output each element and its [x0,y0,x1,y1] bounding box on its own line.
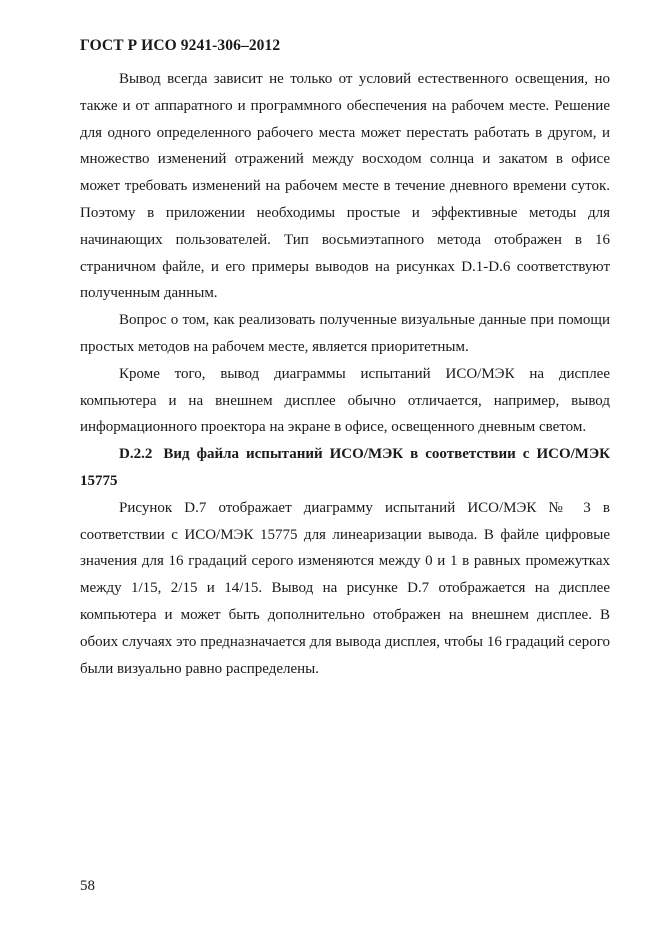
document-header: ГОСТ Р ИСО 9241-306–2012 [80,37,281,54]
document-body [80,66,610,682]
paragraph-figure-d7: Рисунок D.7 отображает диаграмму испытаний ИСО/МЭК № 3 в соответствии с ИСО/МЭК 15775 для линеаризации вывода. В файле цифровые значения для 16 градаций серого изменяются между 0 и 1 в равных промежутках между 1/15, 2/15 и 14/15. Вывод на рисунке D.7 отображается на дисплее компьютера и может быть дополнительно отображен на внешнем дисплее. В обоих случаях это предназначается для вывода дисплея, чтобы 16 градаций серого были визуально равно распределены. [80,499,610,677]
paragraph-display-difference: Кроме того, вывод диаграммы испытаний ИСО/МЭК на дисплее компьютера и на внешнем дисплее обычно отличается, например, вывод информационного проектора на экране в офисе, освещенного дневным светом. [80,365,610,436]
section-number: D.2.2 [119,446,153,463]
paragraph-implementation-question: Вопрос о том, как реализовать полученные визуальные данные при помощи простых методов на рабочем месте, является приоритетным. [80,312,610,355]
section-heading [80,441,610,495]
paragraph-output-conditions: Вывод всегда зависит не только от условий естественного освещения, но также и от аппаратного и программного обеспечения на рабочем месте. Решение для одного определенного рабочего места может перестать работать в другом, и множество изменений отражений между восходом солнца и закатом в офисе может требовать изменений на рабочем месте в течение дневного времени суток. Поэтому в приложении необходимы простые и эффективные методы для начинающих пользователей. Тип восьмиэтапного метода отображен в 16 страничном файле, и его примеры выводов на рисунках D.1-D.6 соответствуют полученным данным. [80,71,610,302]
section-title: Вид файла испытаний ИСО/МЭК в соответствии с ИСО/МЭК 15775 [80,446,611,489]
page-number: 58 [80,878,95,894]
